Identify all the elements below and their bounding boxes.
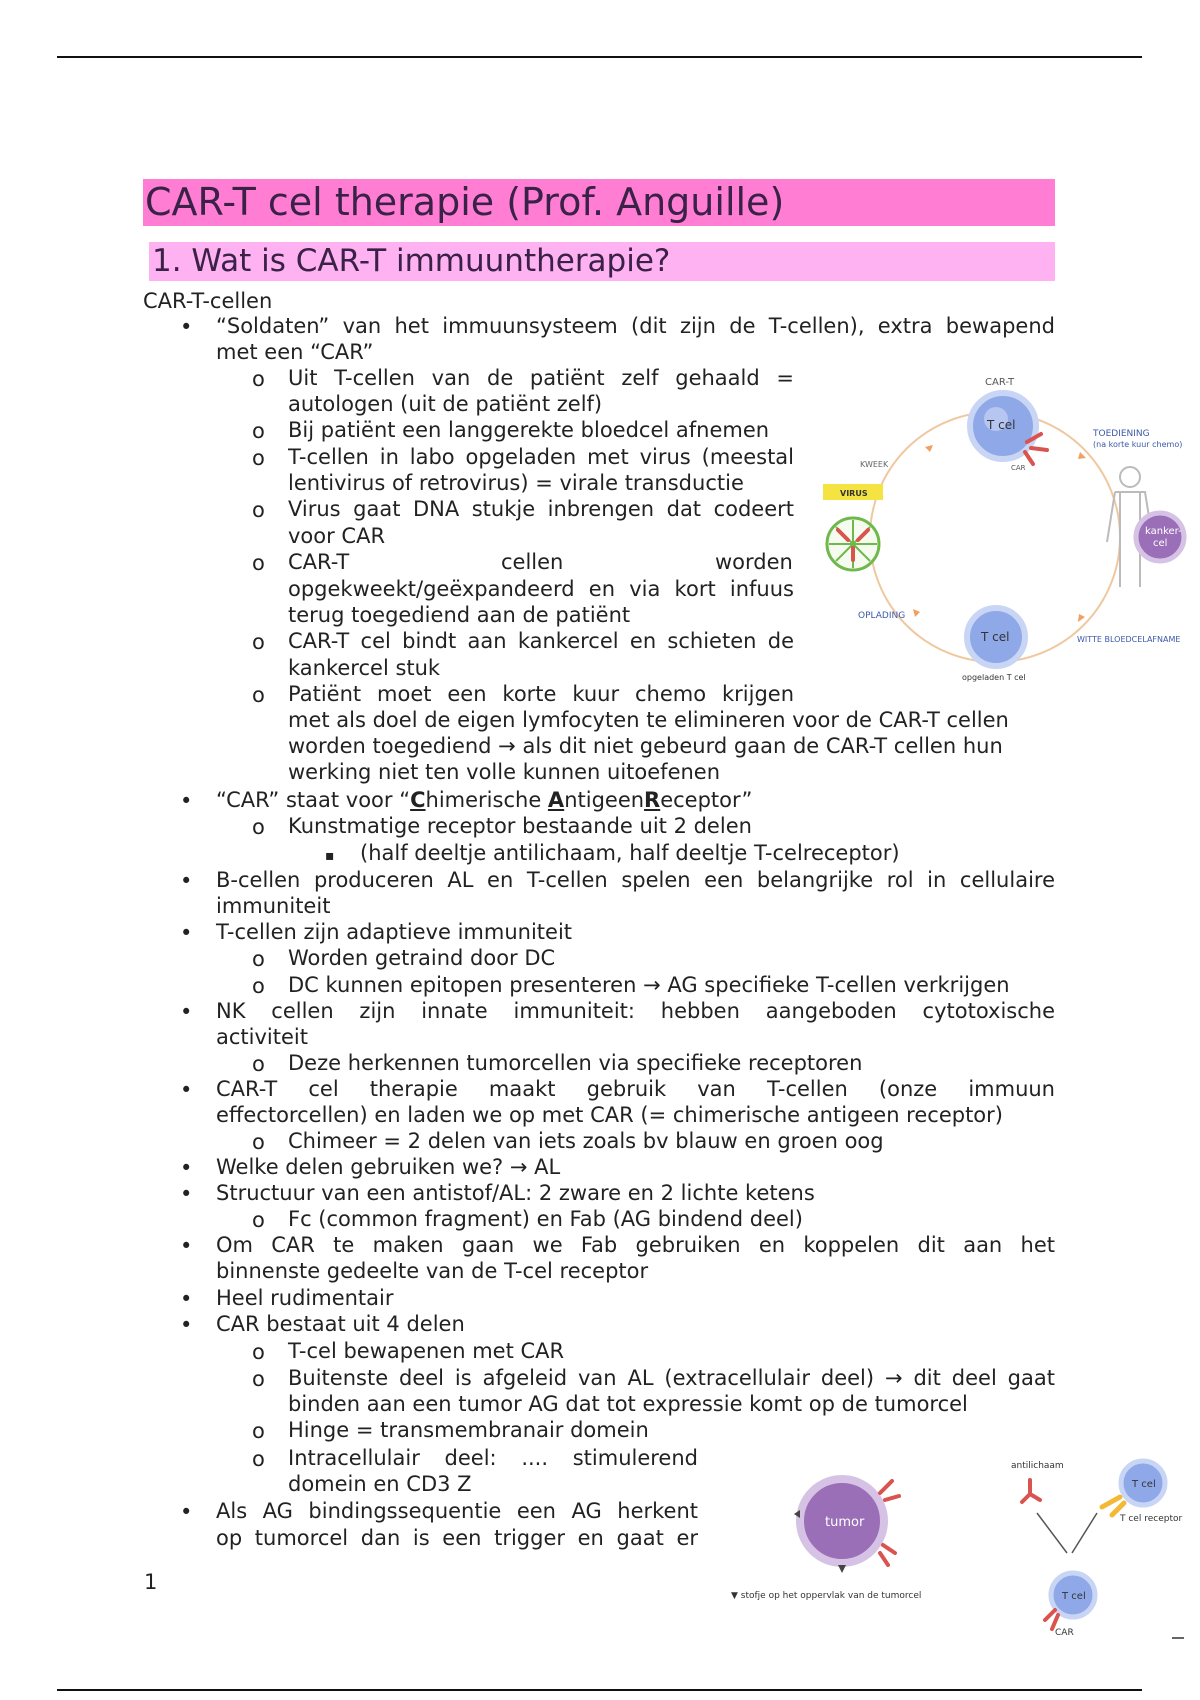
text-line: Deze herkennen tumorcellen via specifieke receptoren [288, 1051, 863, 1075]
bottom-rule [57, 1689, 1142, 1691]
text-line: CAR-T cel therapie maakt gebruik van T-cellen (onze immuun [216, 1077, 1055, 1101]
car-structure-figure [715, 1455, 1200, 1645]
text-line: worden [715, 550, 793, 574]
text-line: “Soldaten” van het immuunsysteem (dit zijn de T-cellen), extra bewapend [216, 314, 1055, 338]
section-heading: 1. Wat is CAR-T immuuntherapie? [149, 242, 1055, 281]
t-cell-receptor-icon [1102, 1497, 1124, 1515]
bullet [180, 1286, 192, 1312]
text-line: binden aan een tumor AG dat tot expressie komt op de tumorcel [288, 1392, 968, 1416]
bullet [180, 1312, 192, 1338]
text-line: DC kunnen epitopen presenteren → AG specifieke T-cellen verkrijgen [288, 973, 1010, 997]
t-cell-right-label: T cel [1132, 1479, 1156, 1490]
text-line: effectorcellen) en laden we op met CAR (= chimerische antigeen receptor) [216, 1103, 1003, 1127]
text-line: met een “CAR” [216, 340, 374, 364]
text-line: Welke delen gebruiken we? → AL [216, 1155, 561, 1179]
sub-bullet [252, 445, 265, 471]
bullet [180, 1181, 192, 1207]
text-line: voor CAR [288, 524, 386, 548]
car-receptor-icon [1045, 1610, 1058, 1629]
text-line: Hinge = transmembranair domein [288, 1418, 649, 1442]
bullet [180, 1077, 192, 1103]
text-line: CAR-T cel bindt aan kankercel en schieten de [288, 629, 794, 653]
sub-bullet [252, 629, 265, 655]
sub-bullet [252, 1339, 265, 1365]
text-line: opgekweekt/geëxpandeerd en via kort infuus [288, 577, 794, 601]
bullet [180, 1499, 192, 1525]
sub-bullet [252, 946, 265, 972]
text-line: terug toegediend aan de patiënt [288, 603, 631, 627]
virus-label: VIRUS [840, 489, 868, 498]
tumor-label: tumor [825, 1515, 865, 1530]
text-line: Uit T-cellen van de patiënt zelf gehaald = [288, 366, 794, 390]
text-line: werking niet ten volle kunnen uitoefenen [288, 760, 721, 784]
cycle-arrow-icon [1078, 452, 1086, 459]
car-t-cycle-diagram [815, 362, 1200, 692]
text-line: Om CAR te maken gaan we Fab gebruiken en koppelen dit aan het [216, 1233, 1055, 1257]
bullet [180, 1155, 192, 1181]
car-t-cell-label: T cel [1062, 1591, 1086, 1602]
sub-bullet [252, 814, 265, 840]
antibody-icon [1022, 1480, 1040, 1502]
text-line: Kunstmatige receptor bestaande uit 2 delen [288, 814, 752, 838]
text-line: op tumorcel dan is een trigger en gaat er [216, 1526, 698, 1550]
text-line: met als doel de eigen lymfocyten te elimineren voor de CAR-T cellen [288, 708, 1009, 732]
sub-bullet [252, 497, 265, 523]
text-line: NK cellen zijn innate immuniteit: hebben aangeboden cytotoxische [216, 999, 1055, 1023]
sub-sub-bullet [325, 840, 335, 869]
acronym-c [410, 788, 425, 812]
text-line: domein en CD3 Z [288, 1472, 472, 1496]
text-line: Bij patiënt een langgerekte bloedcel afnemen [288, 418, 770, 442]
bullet [180, 1233, 192, 1259]
sub-bullet [252, 1051, 265, 1077]
text-line: kankercel stuk [288, 656, 441, 680]
cycle-arrow-icon [913, 609, 920, 617]
kweek-label: KWEEK [860, 460, 889, 469]
subheading: CAR-T-cellen [143, 289, 273, 313]
text-line: CAR-T [288, 550, 350, 574]
sub-bullet [252, 366, 265, 392]
sub-bullet [252, 550, 265, 576]
bullet [180, 788, 192, 814]
text-line: Buitenste deel is afgeleid van AL (extracellulair deel) → dit deel gaat [288, 1366, 1055, 1390]
acronym-letter: C [410, 788, 426, 812]
car-structure-diagram [715, 1455, 1200, 1645]
bullet [180, 314, 192, 340]
cancer-cell-icon [1136, 513, 1184, 561]
sub-bullet [252, 1418, 265, 1444]
text-line: cellen [501, 550, 564, 574]
acronym-word: ntigeen [564, 788, 645, 812]
t-cell-label: T cel [987, 418, 1016, 432]
text-line: binnenste gedeelte van de T-cel receptor [216, 1259, 649, 1283]
text-line: Chimeer = 2 delen van iets zoals bv blauw en groen oog [288, 1129, 884, 1153]
text-line: CAR bestaat uit 4 delen [216, 1312, 465, 1336]
sub-bullet [252, 1446, 265, 1472]
text-line-car-acronym [216, 787, 752, 813]
toediening-label: TOEDIENING [1093, 429, 1150, 439]
text-line: lentivirus of retrovirus) = virale transductie [288, 471, 744, 495]
sub-bullet [252, 1129, 265, 1155]
text-line: T-cel bewapenen met CAR [288, 1339, 565, 1363]
cycle-arrow-icon [925, 445, 933, 452]
witte-bloedcel-label: WITTE BLOEDCELAFNAME [1077, 635, 1181, 644]
text-line: Heel rudimentair [216, 1286, 394, 1310]
text-line: immuniteit [216, 894, 331, 918]
text-line: activiteit [216, 1025, 308, 1049]
car-small-label: CAR [1011, 464, 1026, 472]
text-line: T-cellen in labo opgeladen met virus (meestal [288, 445, 794, 469]
text-line: worden toegediend → als dit niet gebeurd gaan de CAR-T cellen hun [288, 734, 1003, 758]
sub-bullet [252, 1366, 265, 1392]
text-line: autologen (uit de patiënt zelf) [288, 392, 603, 416]
acronym-letter: A [547, 788, 565, 812]
text-line: Virus gaat DNA stukje inbrengen dat codeert [288, 497, 794, 521]
acronym-prefix: “CAR” staat voor “ [216, 788, 411, 812]
acronym-word: himerische [425, 788, 548, 812]
text-line: B-cellen produceren AL en T-cellen spelen een belangrijke rol in cellulaire [216, 868, 1055, 892]
text-line: T-cellen zijn adaptieve immuniteit [216, 920, 573, 944]
toediening-sub-label: (na korte kuur chemo) [1093, 440, 1183, 449]
oplading-label: OPLADING [858, 611, 906, 621]
text-line: (half deeltje antilichaam, half deeltje T-celreceptor) [360, 841, 900, 865]
page-number: 1 [144, 1570, 158, 1594]
text-line: Fc (common fragment) en Fab (AG bindend deel) [288, 1207, 803, 1231]
sub-bullet [252, 682, 265, 708]
bullet [180, 868, 192, 894]
sub-bullet [252, 418, 265, 444]
antibody-label: antilichaam [1011, 1461, 1064, 1471]
loaded-t-cell-label: T cel [981, 630, 1010, 644]
car-t-label: CAR-T [985, 377, 1015, 388]
car-label: CAR [1055, 1628, 1074, 1638]
top-rule [57, 56, 1142, 58]
bullet [180, 920, 192, 946]
page-title: CAR-T cel therapie (Prof. Anguille) [143, 179, 1055, 226]
acronym-word: eceptor” [660, 788, 753, 812]
car-t-cycle-figure [815, 362, 1200, 692]
sub-bullet [252, 973, 265, 999]
cancer-cell-label: kanker- [1145, 526, 1182, 537]
text-line: Als AG bindingssequentie een AG herkent [216, 1499, 698, 1523]
opgeladen-label: opgeladen T cel [962, 673, 1026, 682]
acronym-r [644, 788, 660, 812]
text-line: Structuur van een antistof/AL: 2 zware en 2 lichte ketens [216, 1181, 815, 1205]
connector-lines [1037, 1513, 1097, 1553]
text-line: Intracellulair deel: .... stimulerend [288, 1446, 698, 1470]
sub-bullet [252, 1207, 265, 1233]
cycle-arrow-icon [1078, 614, 1085, 622]
t-cell-receptor-label: T cel receptor [1120, 1514, 1183, 1524]
text-line: Patiënt moet een korte kuur chemo krijgen [288, 682, 794, 706]
acronym-a [548, 788, 564, 812]
antigen-caption: ▼ stofje op het oppervlak van de tumorcel [731, 1591, 922, 1601]
bullet [180, 999, 192, 1025]
acronym-letter: R [644, 788, 661, 812]
cancer-cell-label-2: cel [1153, 538, 1168, 549]
text-line: Worden getraind door DC [288, 946, 556, 970]
